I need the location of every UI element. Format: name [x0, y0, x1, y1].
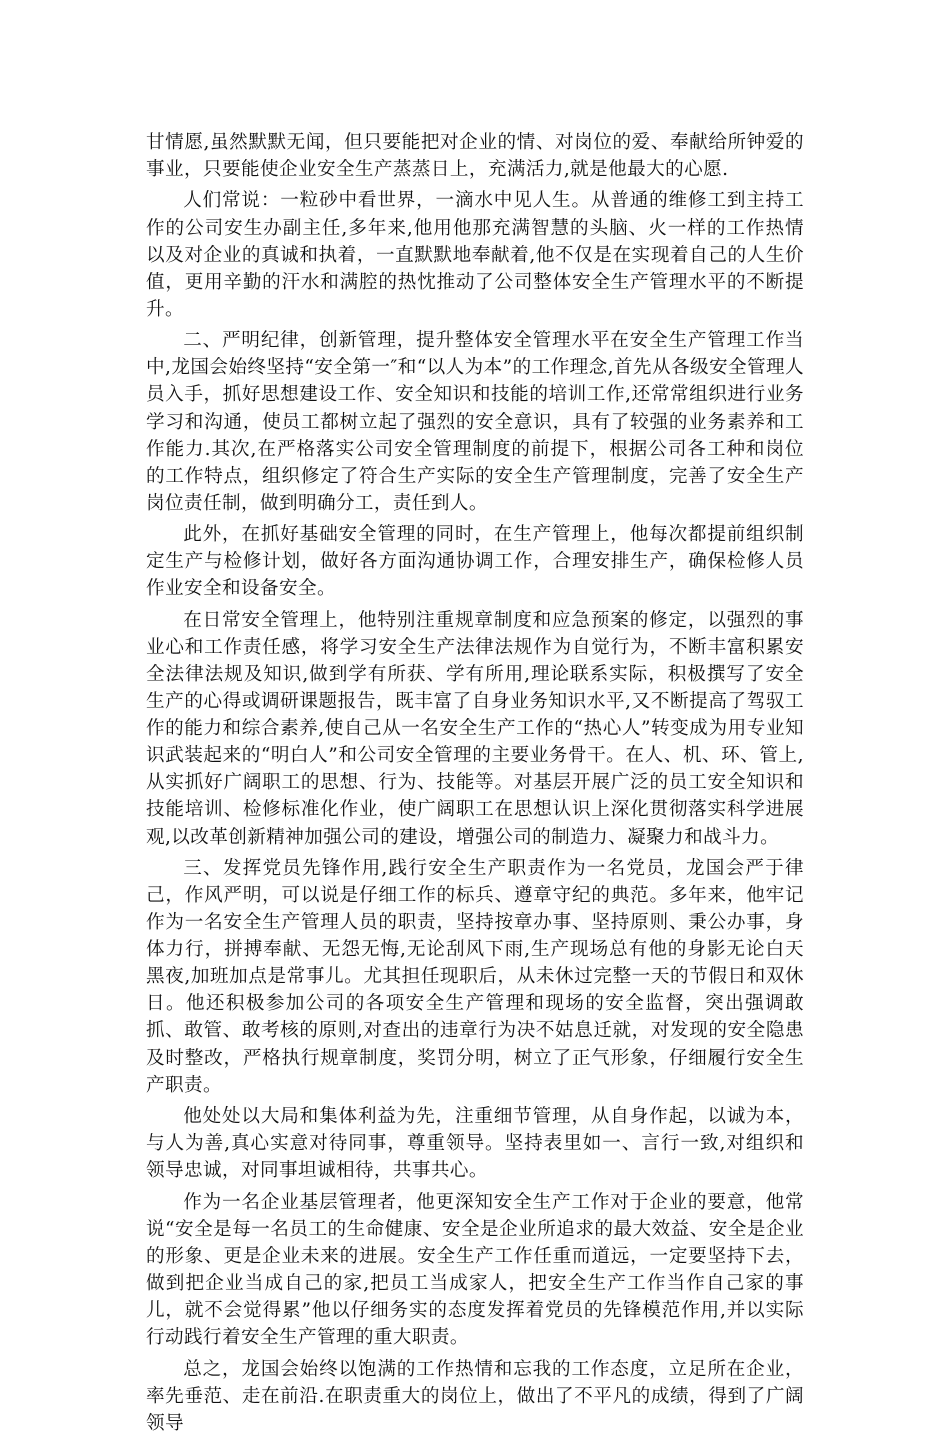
paragraph-9: 总之，龙国会始终以饱满的工作热情和忘我的工作态度，立足所在企业，率先垂范、走在前沿.在职责重大的岗位上，做出了不平凡的成绩，得到了广阔领导 [146, 1358, 804, 1434]
paragraph-4: 此外，在抓好基础安全管理的同时，在生产管理上，他每次都提前组织制定生产与检修计划，做好各方面沟通协调工作，合理安排生产，确保检修人员作业安全和设备安全。 [146, 524, 804, 600]
paragraph-7: 他处处以大局和集体利益为先，注重细节管理，从自身作起，以诚为本，与人为善,真心实意对待同事，尊重领导。坚持表里如一、言行一致,对组织和领导忠诚，对同事坦诚相待，共事共心。 [146, 1106, 804, 1182]
paragraph-2: 人们常说：一粒砂中看世界，一滴水中见人生。从普通的维修工到主持工作的公司安生办副主任,多年来,他用他那充满智慧的头脑、火一样的工作热情以及对企业的真诚和执着，一直默默地奉献着,他不仅是在实现着自己的人生价值，更用辛勤的汗水和满腔的热忱推动了公司整体安全生产管理水平的不断提升。 [146, 190, 804, 320]
paragraph-5: 在日常安全管理上，他特别注重规章制度和应急预案的修定，以强烈的事业心和工作责任感，将学习安全生产法律法规作为自觉行为，不断丰富积累安全法律法规及知识,做到学有所获、学有所用,理论联系实际，积极撰写了安全生产的心得或调研课题报告，既丰富了自身业务知识水平,又不断提高了驾驭工作的能力和综合素养,使自己从一名安全生产工作的“热心人”转变成为用专业知识武装起来的“明白人”和公司安全管理的主要业务骨干。在人、机、环、管上,从实抓好广阔职工的思想、行为、技能等。对基层开展广泛的员工安全知识和技能培训、检修标准化作业，使广阔职工在思想认识上深化贯彻落实科学进展观,以改革创新精神加强公司的建设，增强公司的制造力、凝聚力和战斗力。 [146, 609, 804, 848]
paragraph-8: 作为一名企业基层管理者，他更深知安全生产工作对于企业的要意，他常说“安全是每一名员工的生命健康、安全是企业所追求的最大效益、安全是企业的形象、更是企业未来的进展。安全生产工作任重而道远，一定要坚持下去，做到把企业当成自己的家,把员工当成家人，把安全生产工作当作自己家的事儿，就不会觉得累”他以仔细务实的态度发挥着党员的先锋模范作用,并以实际行动践行着安全生产管理的重大职责。 [146, 1191, 804, 1349]
paragraph-6: 三、发挥党员先锋作用,践行安全生产职责作为一名党员，龙国会严于律己，作风严明，可以说是仔细工作的标兵、遵章守纪的典范。多年来，他牢记作为一名安全生产管理人员的职责，坚持按章办事、坚持原则、秉公办事，身体力行，拼搏奉献、无怨无悔,无论刮风下雨,生产现场总有他的身影无论白天黑夜,加班加点是常事儿。尤其担任现职后，从未休过完整一天的节假日和双休日。他还积极参加公司的各项安全生产管理和现场的安全监督，突出强调敢抓、敢管、敢考核的原则,对查出的违章行为决不姑息迁就，对发现的安全隐患及时整改，严格执行规章制度，奖罚分明，树立了正气形象，仔细履行安全生产职责。 [146, 857, 804, 1096]
document-body [146, 129, 804, 1441]
paragraph-3: 二、严明纪律，创新管理，提升整体安全管理水平在安全生产管理工作当中,龙国会始终坚持“安全第一″和“以人为本”的工作理念,首先从各级安全管理人员入手，抓好思想建设工作、安全知识和技能的培训工作,还常常组织进行业务学习和沟通，使员工都树立起了强烈的安全意识，具有了较强的业务素养和工作能力.其次,在严格落实公司安全管理制度的前提下，根据公司各工种和岗位的工作特点，组织修定了符合生产实际的安全生产管理制度，完善了安全生产岗位责任制，做到明确分工，责任到人。 [146, 330, 804, 514]
paragraph-1: 甘情愿,虽然默默无闻，但只要能把对企业的情、对岗位的爱、奉献给所钟爱的事业，只要能使企业安全生产蒸蒸日上，充满活力,就是他最大的心愿. [146, 132, 804, 181]
